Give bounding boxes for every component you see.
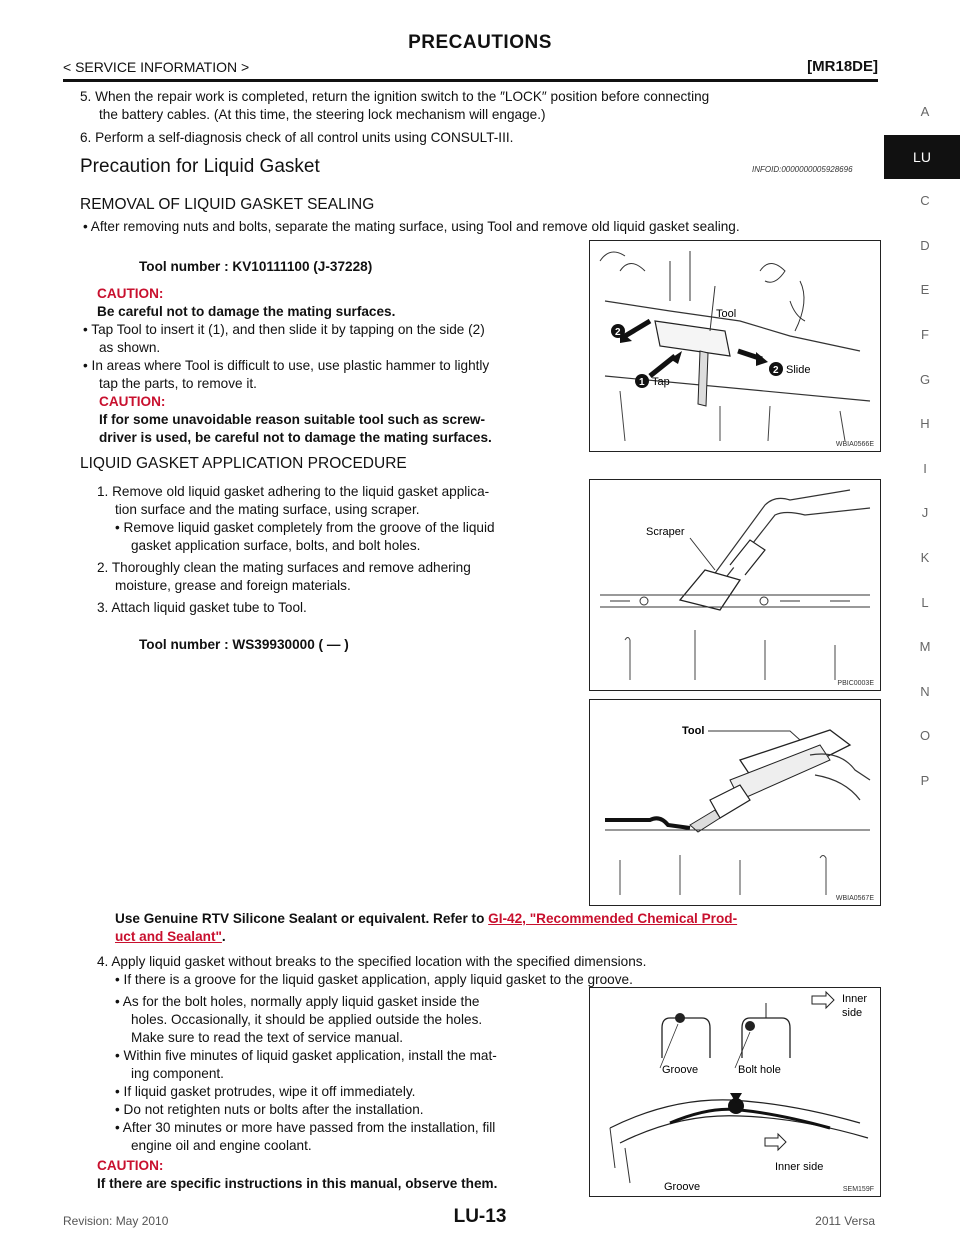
label-tool: Tool xyxy=(682,725,705,737)
label-inner: Inner xyxy=(842,993,868,1005)
label-bolt-hole: Bolt hole xyxy=(738,1064,781,1076)
side-index-c[interactable]: C xyxy=(920,193,930,209)
figure-id: PBIC0003E xyxy=(837,680,874,687)
label-tool: Tool xyxy=(716,308,737,320)
footer-model: 2011 Versa xyxy=(815,1214,875,1228)
use-genuine-text: Use Genuine RTV Silicone Sealant or equivalent. Refer to GI-42, "Recommended Chemical Prod- xyxy=(115,911,738,926)
app-step-4-bullet-b: • As for the bolt holes, normally apply liquid gasket inside the xyxy=(115,994,480,1009)
page-title: PRECAUTIONS xyxy=(408,32,552,53)
app-step-4-bullet-f: • After 30 minutes or more have passed from the installation, fill xyxy=(115,1120,496,1135)
side-index-p[interactable]: P xyxy=(920,772,930,788)
app-step-1-bullet: • Remove liquid gasket completely from the groove of the liquid xyxy=(115,520,495,535)
label-inner-side-2: Inner side xyxy=(775,1161,824,1173)
caution-text: Be careful not to damage the mating surfaces. xyxy=(97,304,396,319)
caution-3-text: If there are specific instructions in this manual, observe them. xyxy=(97,1176,498,1191)
section-label: < SERVICE INFORMATION > xyxy=(63,59,250,75)
label-inner-side: side xyxy=(842,1007,863,1019)
callout-1: 1 xyxy=(639,377,645,388)
side-index-l[interactable]: L xyxy=(921,594,929,610)
side-index-i[interactable]: I xyxy=(923,460,927,476)
figure-tool-tap-slide xyxy=(589,240,881,452)
removal-bullet-3-cont: tap the parts, to remove it. xyxy=(99,376,257,391)
label-groove-2: Groove xyxy=(664,1181,701,1193)
app-step-4: 4. Apply liquid gasket without breaks to the specified location with the specified dimensions. xyxy=(97,954,647,969)
side-index-e[interactable]: E xyxy=(920,282,930,298)
app-step-2-cont: moisture, grease and foreign materials. xyxy=(115,578,351,593)
footer-revision: Revision: May 2010 xyxy=(63,1214,169,1228)
removal-bullet-1: • After removing nuts and bolts, separate the mating surface, using Tool and remove old liquid gasket sealing. xyxy=(83,219,740,234)
removal-bullet-2-cont: as shown. xyxy=(99,340,161,355)
callout-2b: 2 xyxy=(773,365,779,376)
side-index-a[interactable]: A xyxy=(920,104,930,119)
caution-2-label: CAUTION: xyxy=(99,394,166,409)
step-5-cont: the battery cables. (At this time, the steering lock mechanism will engage.) xyxy=(99,107,546,122)
app-step-1: 1. Remove old liquid gasket adhering to the liquid gasket applica- xyxy=(97,484,490,499)
side-index-h[interactable]: H xyxy=(920,416,930,432)
side-index-f[interactable]: F xyxy=(921,326,929,342)
removal-tool-number: Tool number : KV10111100 (J-37228) xyxy=(139,259,373,274)
app-step-2: 2. Thoroughly clean the mating surfaces and remove adhering xyxy=(97,560,471,575)
side-index-j[interactable]: J xyxy=(921,505,929,521)
figure-id: WBIA0566E xyxy=(835,441,874,448)
side-index-lu[interactable]: LU xyxy=(884,135,960,180)
step-6: 6. Perform a self-diagnosis check of all control units using CONSULT-III. xyxy=(80,130,514,145)
removal-heading: REMOVAL OF LIQUID GASKET SEALING xyxy=(80,196,375,213)
side-index-g[interactable]: G xyxy=(919,371,931,387)
header-rule xyxy=(63,79,878,82)
app-step-4-bullet-c: • Within five minutes of liquid gasket application, install the mat- xyxy=(115,1048,497,1063)
figure-id: SEM159F xyxy=(842,1186,874,1193)
use-genuine-text-cont: uct and Sealant". xyxy=(115,929,226,944)
label-groove: Groove xyxy=(662,1064,699,1076)
label-slide: Slide xyxy=(786,364,811,376)
app-step-4-bullet-b-2: holes. Occasionally, it should be applied outside the holes. xyxy=(131,1012,483,1027)
engine-label: [MR18DE] xyxy=(807,58,878,75)
ref-link-cont[interactable]: uct and Sealant" xyxy=(115,929,222,944)
removal-bullet-2: • Tap Tool to insert it (1), and then slide it by tapping on the side (2) xyxy=(83,322,485,337)
app-step-4-bullet-c-2: ing component. xyxy=(131,1066,224,1081)
app-step-1-bullet-cont: gasket application surface, bolts, and bolt holes. xyxy=(131,538,421,553)
side-index xyxy=(890,90,960,804)
side-index-d[interactable]: D xyxy=(920,237,930,253)
section-title: Precaution for Liquid Gasket xyxy=(80,156,320,177)
side-index-m[interactable]: M xyxy=(919,639,931,655)
info-id: INFOID:0000000005928696 xyxy=(752,165,853,174)
footer-page: LU-13 xyxy=(453,1206,507,1227)
app-step-4-bullet-a: • If there is a groove for the liquid gasket application, apply liquid gasket to the groove. xyxy=(115,972,633,987)
figure-groove xyxy=(589,987,881,1197)
caution-label: CAUTION: xyxy=(97,286,164,301)
application-heading: LIQUID GASKET APPLICATION PROCEDURE xyxy=(80,455,407,472)
app-step-4-bullet-e: • Do not retighten nuts or bolts after the installation. xyxy=(115,1102,424,1117)
label-tap: Tap xyxy=(652,376,670,388)
side-index-k[interactable]: K xyxy=(920,549,930,565)
caution-2-text-cont: driver is used, be careful not to damage the mating surfaces. xyxy=(99,430,492,445)
side-index-o[interactable]: O xyxy=(919,728,931,744)
step-5: 5. When the repair work is completed, return the ignition switch to the ″LOCK″ position before connecting xyxy=(80,89,710,104)
figure-tool-tube xyxy=(589,699,881,906)
figure-scraper xyxy=(589,479,881,691)
removal-bullet-3: • In areas where Tool is difficult to use, use plastic hammer to lightly xyxy=(83,358,490,373)
app-tool-number: Tool number : WS39930000 ( — ) xyxy=(139,637,349,652)
side-index-n[interactable]: N xyxy=(920,683,930,699)
app-step-4-bullet-d: • If liquid gasket protrudes, wipe it off immediately. xyxy=(115,1084,416,1099)
label-scraper: Scraper xyxy=(646,526,685,538)
caution-2-text: If for some unavoidable reason suitable tool such as screw- xyxy=(99,412,486,427)
caution-3-label: CAUTION: xyxy=(97,1158,164,1173)
callout-2: 2 xyxy=(615,327,621,338)
app-step-1-cont: tion surface and the mating surface, using scraper. xyxy=(115,502,420,517)
app-step-3: 3. Attach liquid gasket tube to Tool. xyxy=(97,600,307,615)
app-step-4-bullet-b-3: Make sure to read the text of service manual. xyxy=(131,1030,404,1045)
app-step-4-bullet-f-2: engine oil and engine coolant. xyxy=(131,1138,312,1153)
ref-link[interactable]: GI-42, "Recommended Chemical Prod- xyxy=(488,911,738,926)
figure-id: WBIA0567E xyxy=(835,895,874,902)
